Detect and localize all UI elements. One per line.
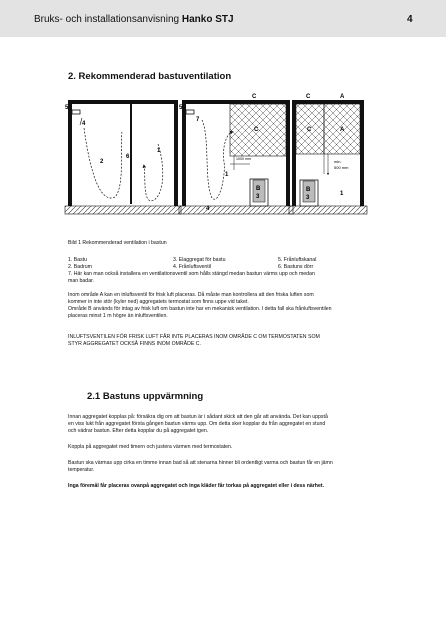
legend-col-1-row-1: 1. Bastu	[68, 257, 88, 263]
p3-line-2: temperatur.	[68, 467, 95, 473]
label-500mm: 500 mm	[334, 165, 349, 170]
p1-line-2: en viss lukt från aggregatet första gången bastun värms upp. Om detta sker kopplar du från aggregatet en stund	[68, 421, 326, 427]
subsection-heading: 2.1 Bastuns uppvärmning	[87, 391, 204, 402]
p3-line-1: Bastun ska värmas upp cirka en timme innan bad så att stenarna hinner bli ordentligt varma och bastun får en jämn	[68, 460, 333, 466]
legend-item-7: 7. Här kan man också installera en ventilationsventil som hålls stängd medan bastun värms upp och medan	[68, 271, 315, 277]
title-brand: Hanko STJ	[181, 14, 234, 25]
legend-col-3-row-2: 6. Bastuns dörr	[278, 264, 314, 270]
label-b-1: B	[256, 186, 261, 192]
label-c-area-1: C	[254, 127, 259, 133]
para-1-line-2: kommer in inte stör (kyler ned) aggregatets termostat som finns uppe vid taket.	[68, 299, 249, 305]
legend-col-3-row-1: 5. Frånluftskanal	[278, 257, 317, 263]
label-1000mm: 1000 mm	[236, 157, 251, 161]
label-4b: 4	[206, 206, 210, 212]
p4-bold: Inga föremål får placeras ovanpå aggregatet och inga kläder får torkas på aggregatet eller i dess närhet.	[68, 483, 325, 489]
label-1c: 1	[340, 191, 344, 197]
label-6: 6	[126, 154, 130, 160]
label-3b: 3	[306, 195, 310, 201]
legend-col-2-row-1: 3. Elaggregat för bastu	[173, 257, 226, 263]
label-c-area-2: C	[307, 127, 312, 133]
label-b-2: B	[306, 187, 311, 193]
label-5a: 5	[65, 105, 69, 111]
label-c-top-2: C	[306, 94, 311, 100]
p2: Koppla på aggregatet med timern och justera värmen med termostaten.	[68, 444, 233, 450]
figure-panel-3	[289, 100, 367, 214]
para-1-line-4: placeras minst 1 m högre än inluftsventilen.	[68, 313, 168, 319]
title-text: Bruks- och installationsanvisning	[34, 14, 180, 25]
label-min: min.	[334, 159, 342, 164]
figure-panel-1	[65, 100, 181, 214]
legend-col-2-row-2: 4. Frånluftsventil	[173, 264, 212, 270]
para-1-line-3: Område B används för intag av frisk luft om bastun inte har en mekanisk ventilation. I detta fall ska frånluftsventilen	[68, 306, 332, 312]
label-5b: 5	[179, 105, 183, 111]
label-2: 2	[100, 159, 104, 165]
label-c-top-1: C	[252, 94, 257, 100]
label-7: 7	[196, 117, 200, 123]
label-a-area: A	[340, 127, 345, 133]
section-heading: 2. Rekommenderad bastuventilation	[68, 71, 232, 82]
warning-line-2: STYR AGGREGATET OCKSÅ FINNS INOM OMRÅDE C.	[68, 341, 201, 347]
para-1-line-1: Inom område A kan en inluftsventil för frisk luft placeras. Då måste man kontrollera att den friska luften som	[68, 292, 314, 298]
document-title	[34, 14, 234, 25]
label-1a: 1	[157, 148, 161, 154]
ventilation-figure	[60, 92, 380, 234]
page-number: 4	[407, 14, 413, 25]
label-a-top: A	[340, 94, 345, 100]
warning-line-1: INLUFTSVENTILEN FÖR FRISK LUFT FÅR INTE PLACERAS INOM OMRÅDE C OM TERMOSTATEN SOM	[68, 334, 320, 340]
p1-line-3: och vädrar bastun. Efter detta kopplar du på aggregatet igen.	[68, 428, 209, 434]
legend-col-1-row-2: 2. Badrum	[68, 264, 92, 270]
figure-caption: Bild 1 Rekommenderad ventilation i bastun	[68, 240, 167, 246]
legend-item-7-cont: man badar.	[68, 278, 94, 284]
label-1b: 1	[225, 172, 229, 178]
page-header	[0, 0, 446, 37]
label-3a: 3	[256, 194, 260, 200]
p1-line-1: Innan aggregatet kopplas på: försäkra dig om att bastun är i sådant skick att den går att använda. Det kan uppstå	[68, 414, 328, 420]
label-4a: 4	[82, 121, 86, 127]
